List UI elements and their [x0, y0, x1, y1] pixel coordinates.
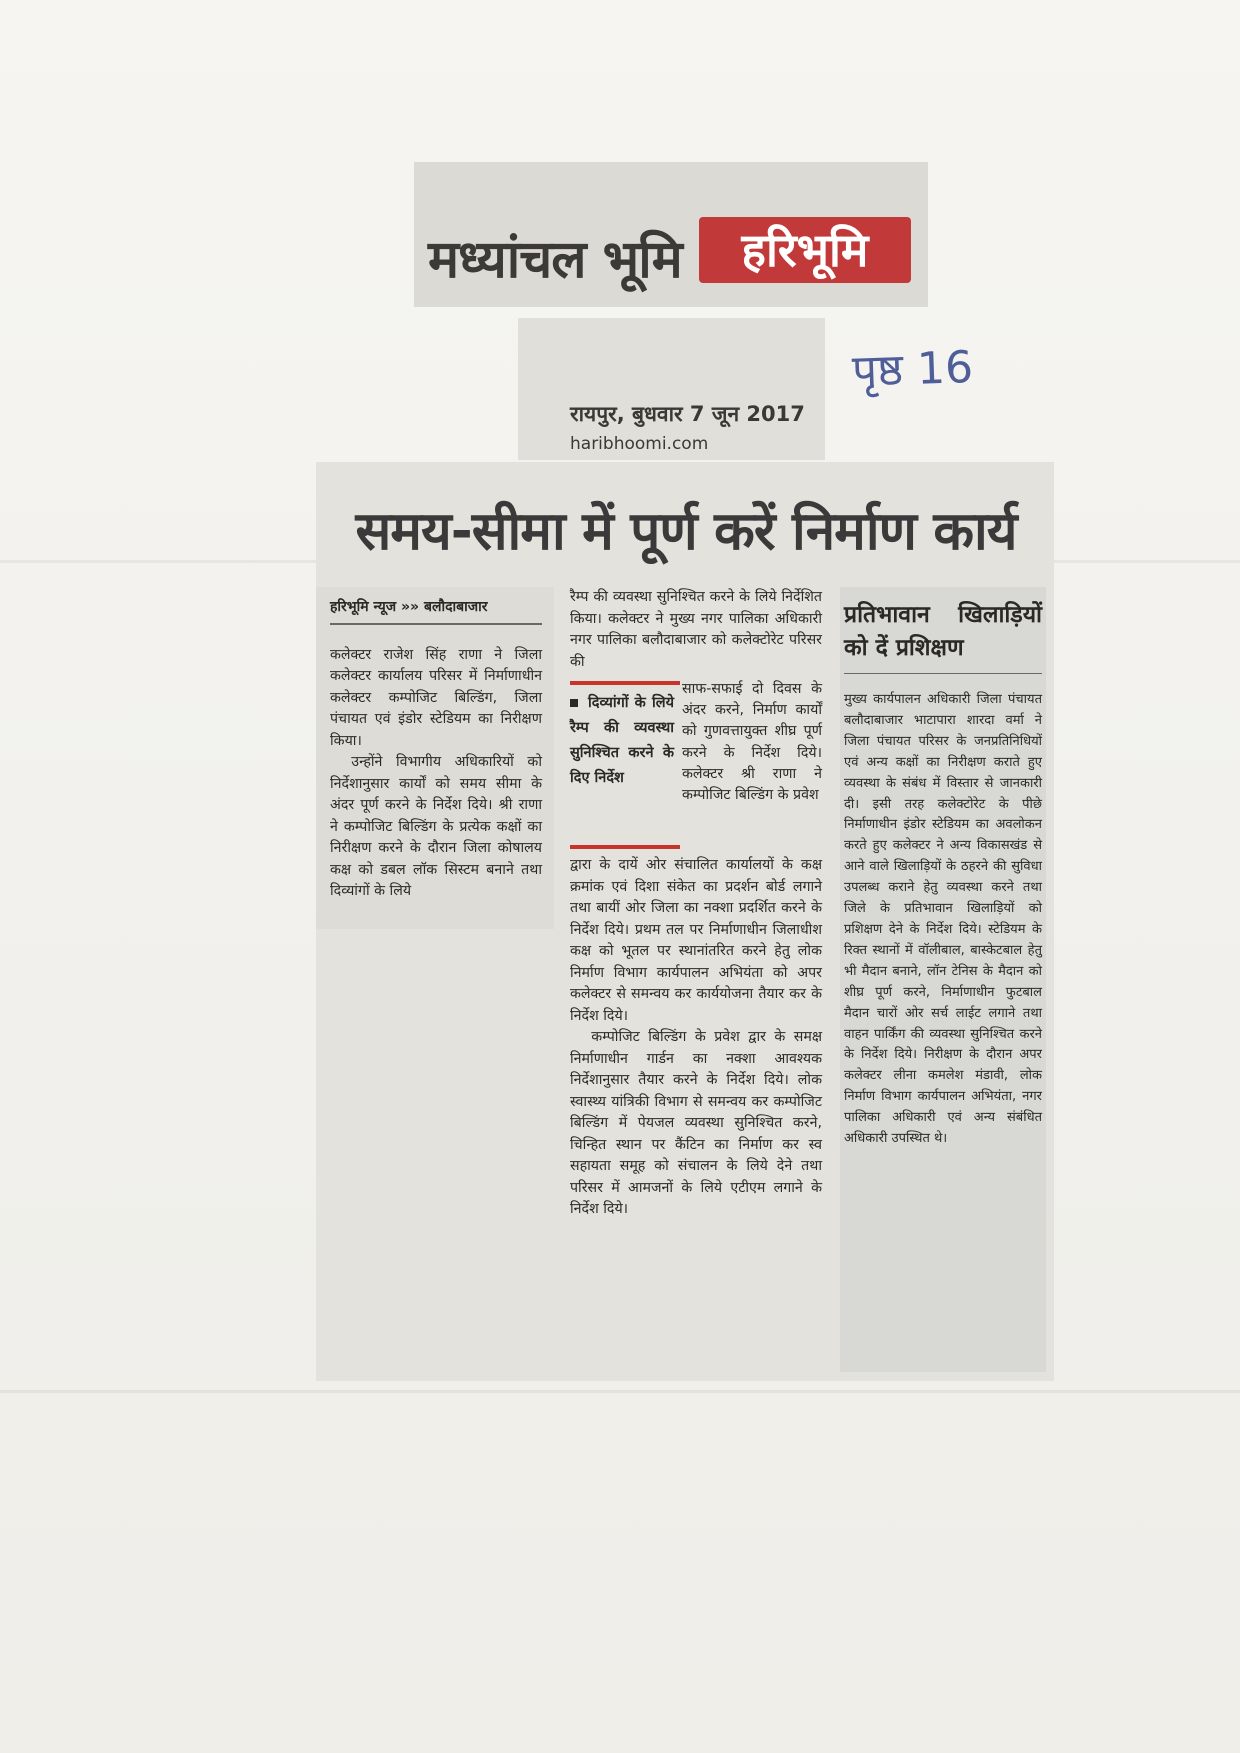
pullquote-rule	[570, 681, 680, 685]
article-paragraph: कलेक्टर राजेश सिंह राणा ने जिला कलेक्टर कार्यालय परिसर में निर्माणाधीन कलेक्टर कम्पोजिट बिल्डिंग, जिला पंचायत एवं इंडोर स्टेडियम का निरीक्षण किया।	[330, 646, 542, 749]
article-paragraph: साफ-सफाई दो दिवस के अंदर करने, निर्माण कार्यों को गुणवत्तायुक्त शीघ्र पूर्ण करने के निर्देश दिये। कलेक्टर श्री राणा ने कम्पोजिट बिल्डिंग के प्रवेश	[682, 681, 822, 804]
handwritten-page-note: पृष्ठ 16	[851, 341, 974, 398]
dateline-clipping	[518, 318, 825, 460]
article-byline: हरिभूमि न्यूज »» बलौदाबाजार	[330, 587, 542, 625]
article-paragraph: द्वारा के दायें ओर संचालित कार्यालयों के कक्ष क्रमांक एवं दिशा संकेत का प्रदर्शन बोर्ड लगाने तथा बायीं ओर जिला का नक्शा प्रदर्शित करने के निर्देश दिये। प्रथम तल पर निर्माणाधीन जिलाधीश कक्ष को भूतल पर स्थानांतरित करने हेतु लोक निर्माण विभाग कार्यपालन अभियंता को अपर कलेक्टर से समन्वय कर कार्ययोजना तैयार कर के निर्देश दिये।	[570, 857, 822, 1024]
sidebar-subheading: प्रतिभावान खिलाड़ियों को दें प्रशिक्षण	[844, 587, 1042, 674]
newspaper-masthead-clipping	[414, 162, 928, 307]
pullquote-rule	[570, 845, 680, 849]
pullquote	[570, 691, 674, 791]
page-fold-line	[0, 1390, 1240, 1393]
article-sidebar-column	[840, 587, 1046, 1372]
article-clipping	[316, 462, 1054, 1381]
article-paragraph: रैम्प की व्यवस्था सुनिश्चित करने के लिये निर्देशित किया। कलेक्टर ने मुख्य नगर पालिका अधिकारी नगर पालिका बलौदाबाजार को कलेक्टोरेट परिसर की	[570, 589, 822, 670]
dateline-date: रायपुर, बुधवार 7 जून 2017	[570, 402, 805, 426]
pullquote-text: दिव्यांगों के लिये रैम्प की व्यवस्था सुनिश्चित करने के दिए निर्देश	[570, 695, 674, 786]
sidebar-paragraph: मुख्य कार्यपालन अधिकारी जिला पंचायत बलौदाबाजार भाटापारा शारदा वर्मा ने जिला पंचायत परिसर के जनप्रतिनिधियों एवं अन्य कक्षों का निरीक्षण कराते हुए व्यवस्था के संबंध में विस्तार से जानकारी दी। इसी तरह कलेक्टोरेट के पीछे निर्माणाधीन इंडोर स्टेडियम का अवलोकन करते हुए कलेक्टर ने अन्य विकासखंड से आने वाले खिलाड़ियों के ठहरने की सुविधा उपलब्ध कराने हेतु व्यवस्था करने तथा जिले के प्रतिभावान खिलाड़ियों को प्रशिक्षण देने के निर्देश दिये। स्टेडियम के रिक्त स्थानों में वॉलीबाल, बास्केटबाल हेतु भी मैदान बनाने, लॉन टेनिस के मैदान को शीघ्र पूर्ण करने, निर्माणाधीन फुटबाल मैदान चारों ओर सर्च लाईट लगाने तथा वाहन पार्किंग की व्यवस्था सुनिश्चित करने के निर्देश दिये। निरीक्षण के दौरान अपर कलेक्टर लीना कमलेश मंडावी, लोक निर्माण विभाग कार्यपालन अभियंता, नगर पालिका अधिकारी एवं अन्य संबंधित अधिकारी उपस्थित थे।	[844, 692, 1042, 1147]
pullquote-block	[570, 679, 822, 851]
masthead-brand-text: हरिभूमि	[741, 223, 869, 277]
article-paragraph: उन्होंने विभागीय अधिकारियों को निर्देशानुसार कार्यों को समय सीमा के अंदर पूर्ण करने के निर्देश दिये। श्री राणा ने कम्पोजिट बिल्डिंग के प्रत्येक कक्षों का निरीक्षण करने के दौरान जिला कोषालय कक्ष को डबल लॉक सिस्टम बनाने तथा दिव्यांगों के लिये	[330, 754, 542, 899]
dateline-website: haribhoomi.com	[570, 434, 709, 454]
masthead-brand-logo	[699, 217, 911, 283]
bullet-square-icon	[570, 699, 578, 707]
masthead-name: मध्यांचल भूमि	[428, 230, 682, 290]
article-column-2	[570, 587, 822, 1221]
article-column-1	[316, 587, 554, 929]
article-headline: समय-सीमा में पूर्ण करें निर्माण कार्य	[355, 501, 1017, 562]
article-paragraph: कम्पोजिट बिल्डिंग के प्रवेश द्वार के समक्ष निर्माणाधीन गार्डन का नक्शा आवश्यक निर्देशानुसार तैयार करने के निर्देश दिये। लोक स्वास्थ्य यांत्रिकी विभाग से समन्वय कर कम्पोजिट बिल्डिंग में पेयजल व्यवस्था सुनिश्चित करने, चिन्हित स्थान पर कैंटिन का निर्माण कर स्व सहायता समूह को संचालन के लिये देने तथा परिसर में आमजनों के लिये एटीएम लगाने के निर्देश दिये।	[570, 1029, 822, 1217]
